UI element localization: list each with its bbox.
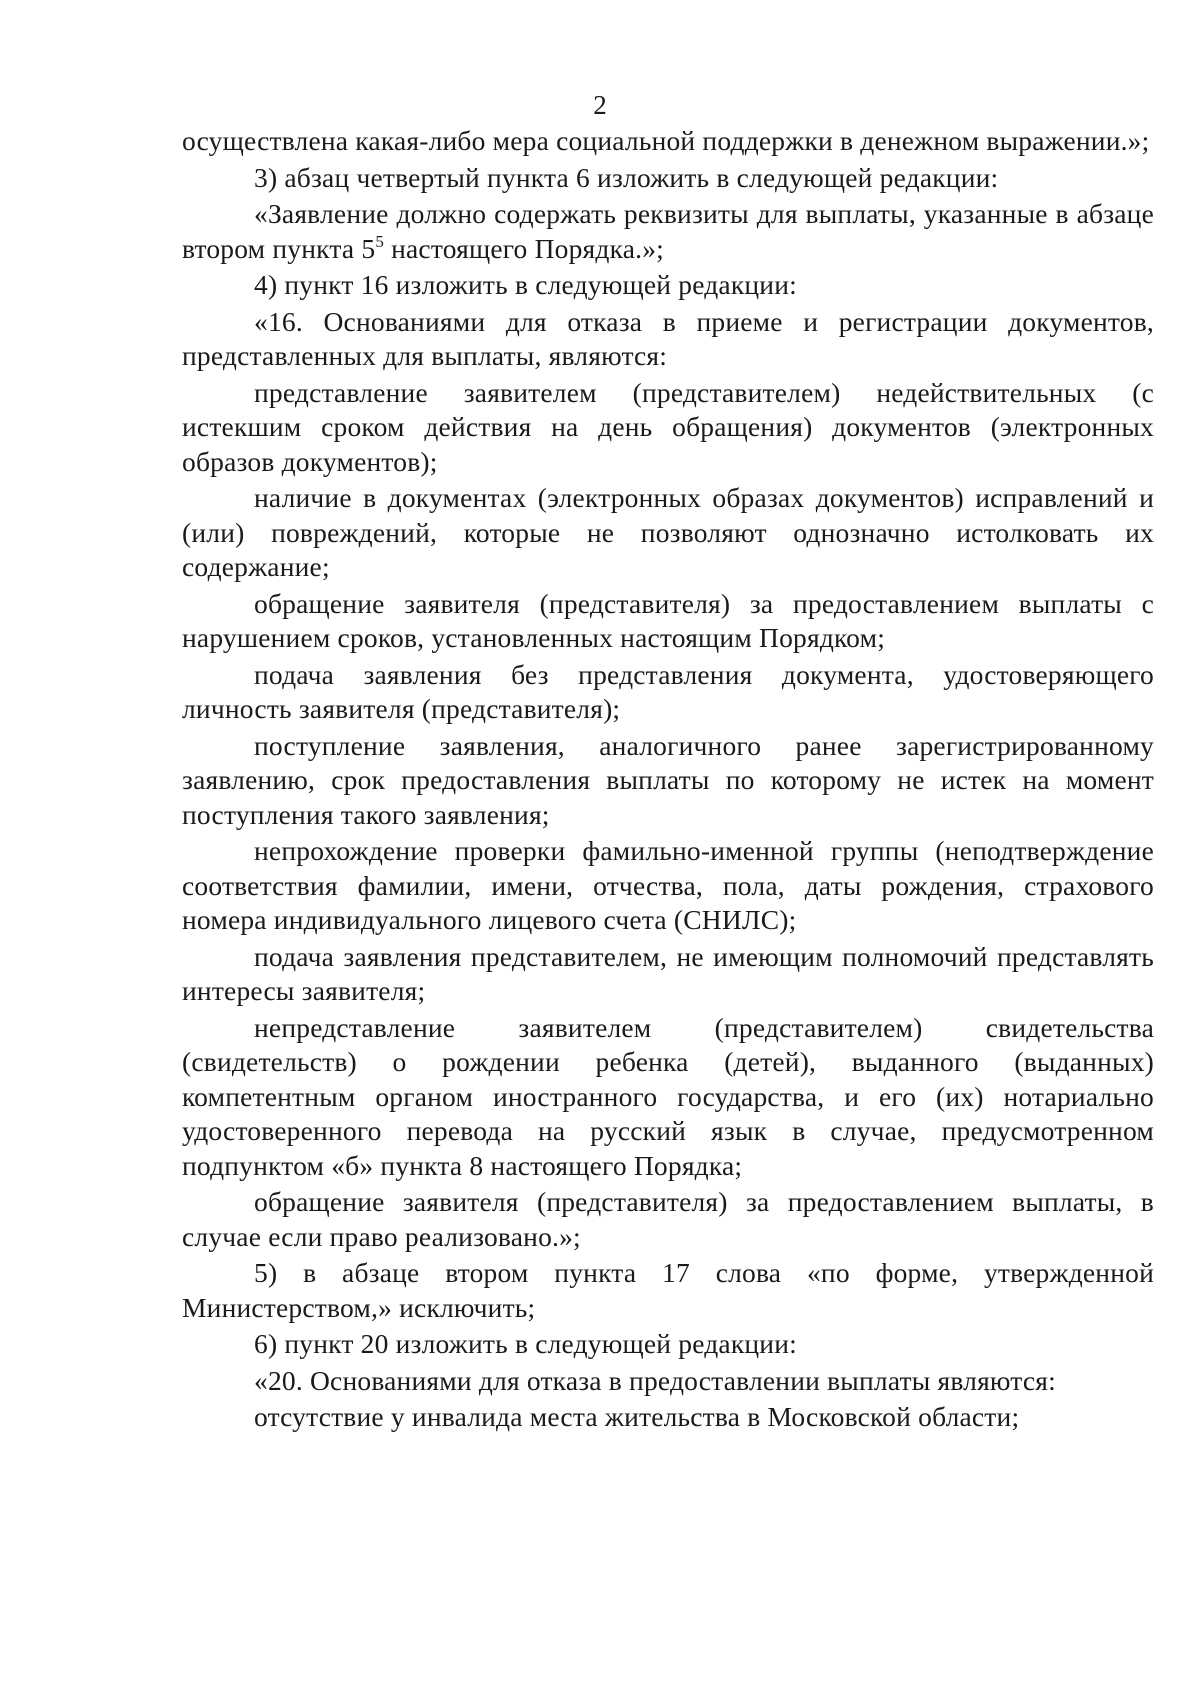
paragraph-quote-requisites: [182, 197, 1154, 266]
paragraph-clause-16: «16. Основаниями для отказа в приеме и регистрации документов, представленных для выплаты, являются:: [182, 305, 1154, 371]
paragraph-clause-20: «20. Основаниями для отказа в предоставлении выплаты являются:: [254, 1364, 1056, 1396]
paragraph-item-3: 3) абзац четвертый пункта 6 изложить в следующей редакции:: [254, 161, 999, 193]
paragraph-ground-corrections: наличие в документах (электронных образах документов) исправлений и (или) повреждений, которые не позволяют однозначно истолковать их содержание;: [182, 482, 1154, 582]
paragraph-ground-birth-certificate: непредставление заявителем (представителем) свидетельства (свидетельств) о рождении ребенка (детей), выданного (выданных) компетентным органом иностранного государства, и его (их) нотариально удостоверенного перевода на русский язык в случае, предусмотренном подпунктом «б» пункта 8 настоящего Порядка;: [182, 1011, 1154, 1181]
superscript-index: 5: [375, 231, 385, 251]
paragraph-continuation: осуществлена какая-либо мера социальной поддержки в денежном выражении.»;: [182, 125, 1150, 156]
paragraph-ground-right-used: обращение заявителя (представителя) за предоставлением выплаты, в случае если право реализовано.»;: [182, 1186, 1154, 1252]
paragraph-ground-deadlines: обращение заявителя (представителя) за предоставлением выплаты с нарушением сроков, установленных настоящим Порядком;: [182, 587, 1154, 653]
paragraph-item-4: 4) пункт 16 изложить в следующей редакции:: [254, 269, 797, 300]
document-body: [182, 124, 1154, 1435]
paragraph-ground-no-authority: подача заявления представителем, не имеющим полномочий представлять интересы заявителя;: [182, 940, 1154, 1006]
paragraph-ground-invalid-documents: представление заявителем (представителем) недействительных (с истекшим сроком действия на день обращения) документов (электронных образов документов);: [182, 376, 1154, 477]
paragraph-ground-snils-check: непрохождение проверки фамильно-именной группы (неподтверждение соответствия фамилии, имени, отчества, пола, даты рождения, страхового номера индивидуального лицевого счета (СНИЛС);: [182, 835, 1154, 935]
paragraph-text-after: настоящего Порядка.»;: [384, 232, 664, 264]
paragraph-ground-no-identity: подача заявления без представления документа, удостоверяющего личность заявителя (представителя);: [182, 658, 1154, 724]
page-number: 2: [593, 90, 607, 120]
paragraph-text-before: «Заявление должно содержать реквизиты для выплаты, указанные в абзаце втором пункта 5: [182, 198, 1154, 264]
paragraph-ground-duplicate: поступление заявления, аналогичного ранее зарегистрированному заявлению, срок предоставления выплаты по которому не истек на момент поступления такого заявления;: [182, 729, 1154, 830]
paragraph-item-5: 5) в абзаце втором пункта 17 слова «по форме, утвержденной Министерством,» исключить;: [182, 1257, 1154, 1323]
paragraph-ground-residence: отсутствие у инвалида места жительства в Московской области;: [254, 1401, 1020, 1432]
paragraph-item-6: 6) пункт 20 изложить в следующей редакции:: [254, 1328, 797, 1359]
